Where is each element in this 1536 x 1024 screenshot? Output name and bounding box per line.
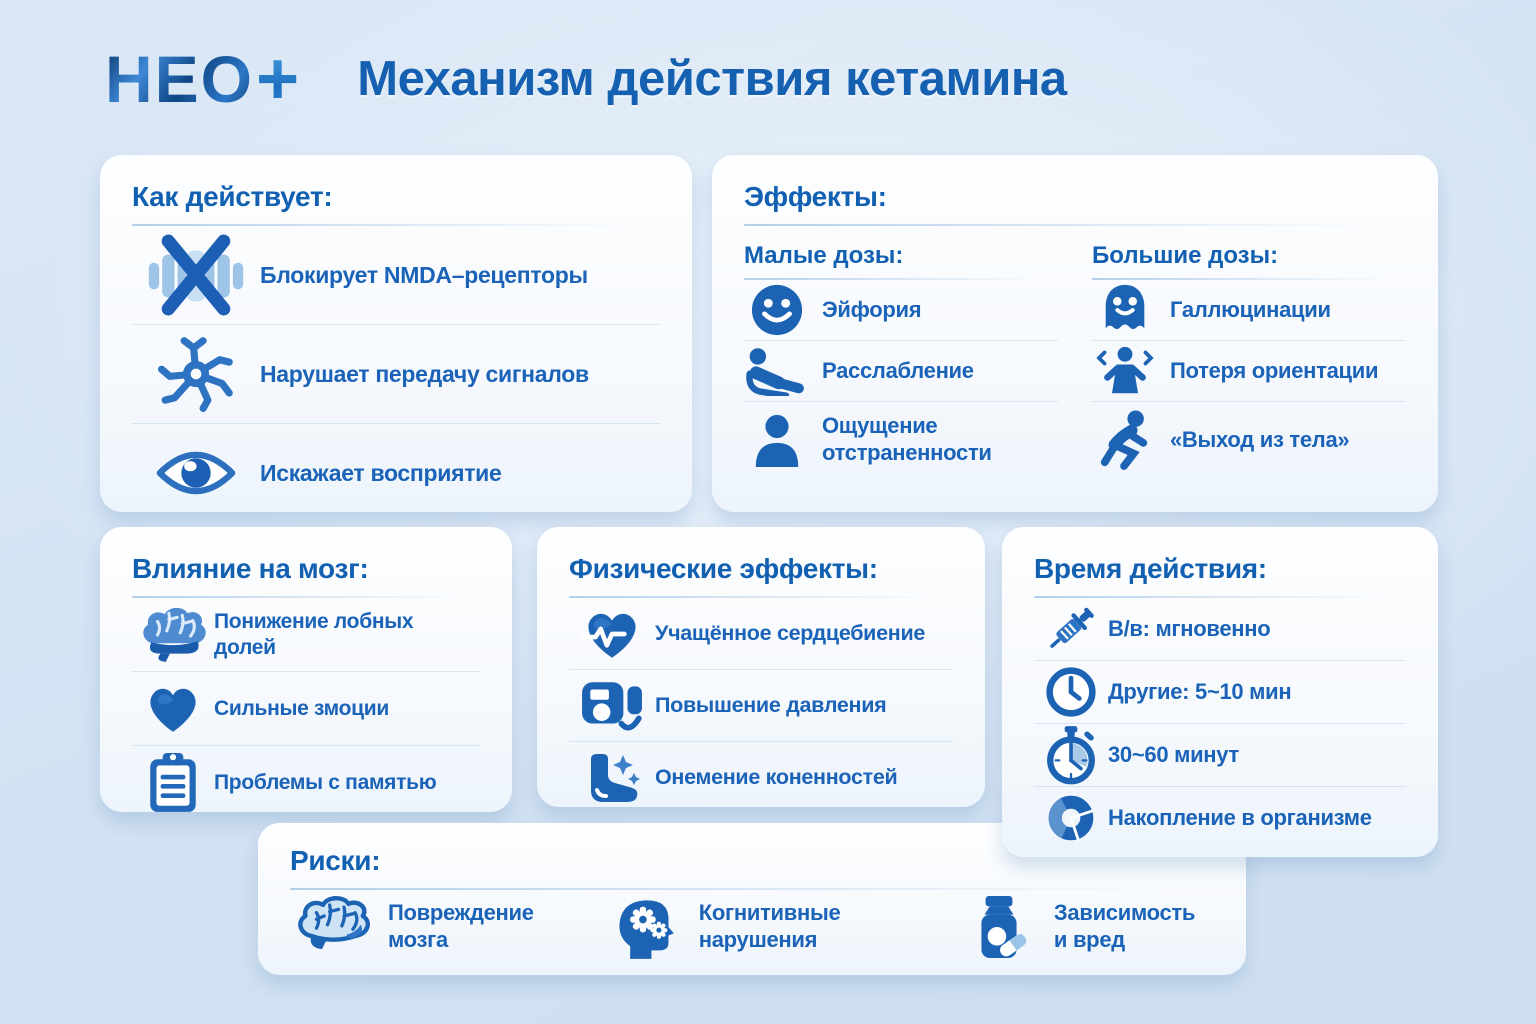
card-effects: [712, 155, 1438, 512]
brain-icon: [132, 606, 214, 664]
logo-plus-icon: +: [256, 37, 300, 120]
item-label: Учащённое сердцебиение: [655, 621, 926, 646]
item-label: Искажает восприятие: [260, 459, 502, 486]
item-label: Зависимость и вред: [1053, 900, 1196, 952]
logo-text: НЕО: [105, 42, 255, 116]
receptor-blocked-icon: [132, 234, 260, 316]
numb-foot-icon: [569, 749, 655, 807]
blood-pressure-icon: [569, 676, 655, 736]
page-header: [105, 37, 1067, 120]
list-item: [132, 598, 480, 671]
card-title: Риски:: [290, 845, 381, 876]
list-item: [290, 895, 543, 959]
item-label: Сильные змоции: [214, 696, 389, 720]
list-item: [569, 598, 953, 669]
card-duration: [1002, 527, 1438, 857]
ghost-icon: [1092, 282, 1158, 338]
column-large-doses: [1092, 242, 1406, 478]
column-title: Большие дозы:: [1092, 242, 1279, 269]
item-label: Галлюцинации: [1170, 296, 1331, 322]
item-label: Накопление в организме: [1108, 804, 1372, 830]
item-label: Ощущение отстраненности: [822, 413, 992, 465]
list-item: [601, 894, 898, 960]
item-label: Потеря ориентации: [1170, 357, 1379, 383]
list-item: [1034, 660, 1406, 723]
divider: [290, 888, 1214, 890]
list-item: [1034, 598, 1406, 660]
brain-damage-icon: [290, 895, 376, 959]
card-brain-influence: [100, 527, 512, 812]
item-label: Когнитивные нарушения: [698, 900, 841, 952]
stopwatch-icon: [1034, 725, 1108, 785]
list-item: [1034, 786, 1406, 849]
head-gears-icon: [601, 894, 687, 960]
column-title: Малые дозы:: [744, 242, 904, 269]
page-title: Механизм действия кетамина: [357, 52, 1067, 106]
item-label: Расслабление: [822, 357, 974, 383]
card-title: Эффекты:: [744, 181, 887, 212]
item-label: Понижение лобных долей: [214, 609, 414, 659]
item-label: Повреждение мозга: [388, 900, 534, 952]
list-item: [744, 280, 1058, 340]
list-item: [956, 895, 1214, 959]
person-floating-icon: [1092, 410, 1158, 470]
item-label: «Выход из тела»: [1170, 426, 1350, 452]
syringe-icon: [1034, 600, 1108, 658]
donut-chart-icon: [1034, 792, 1108, 844]
eye-icon: [132, 447, 260, 499]
smiley-icon: [744, 283, 810, 337]
column-small-doses: [744, 242, 1058, 478]
person-disoriented-icon: [1092, 345, 1158, 397]
list-item: [1034, 723, 1406, 786]
person-reclining-icon: [744, 346, 810, 396]
list-item: [1092, 401, 1406, 478]
list-item: [132, 745, 480, 819]
card-title: Влияние на мозг:: [132, 553, 369, 584]
list-item: [569, 669, 953, 741]
card-title: Физические эффекты:: [569, 553, 878, 584]
pill-bottle-icon: [956, 895, 1042, 959]
list-item: [132, 226, 660, 324]
list-item: [132, 423, 660, 522]
heart-icon: [132, 682, 214, 736]
heart-pulse-icon: [569, 606, 655, 662]
item-label: Эйфория: [822, 296, 922, 322]
item-label: Повышение давления: [655, 693, 887, 718]
list-item: [569, 741, 953, 813]
list-item: [1092, 280, 1406, 340]
item-label: Блокирует NMDA–рецепторы: [260, 261, 588, 288]
item-label: 30~60 минут: [1108, 741, 1239, 767]
item-label: В/в: мгновенно: [1108, 615, 1271, 641]
item-label: Проблемы с памятью: [214, 770, 437, 794]
card-title: Как действует:: [132, 181, 333, 212]
clipboard-icon: [132, 752, 214, 814]
list-item: [744, 401, 1058, 478]
neuron-icon: [132, 336, 260, 412]
list-item: [132, 671, 480, 745]
item-label: Другие: 5~10 мин: [1108, 678, 1292, 704]
card-title: Время действия:: [1034, 553, 1267, 584]
neo-plus-logo: [105, 37, 300, 120]
card-physical-effects: [537, 527, 985, 807]
clock-icon: [1034, 666, 1108, 718]
list-item: [1092, 340, 1406, 401]
list-item: [132, 324, 660, 423]
person-bust-icon: [744, 413, 810, 467]
item-label: Онемение коненностей: [655, 765, 898, 790]
item-label: Нарушает передачу сигналов: [260, 360, 589, 387]
divider: [744, 224, 1406, 226]
card-how-it-works: [100, 155, 692, 512]
list-item: [744, 340, 1058, 401]
